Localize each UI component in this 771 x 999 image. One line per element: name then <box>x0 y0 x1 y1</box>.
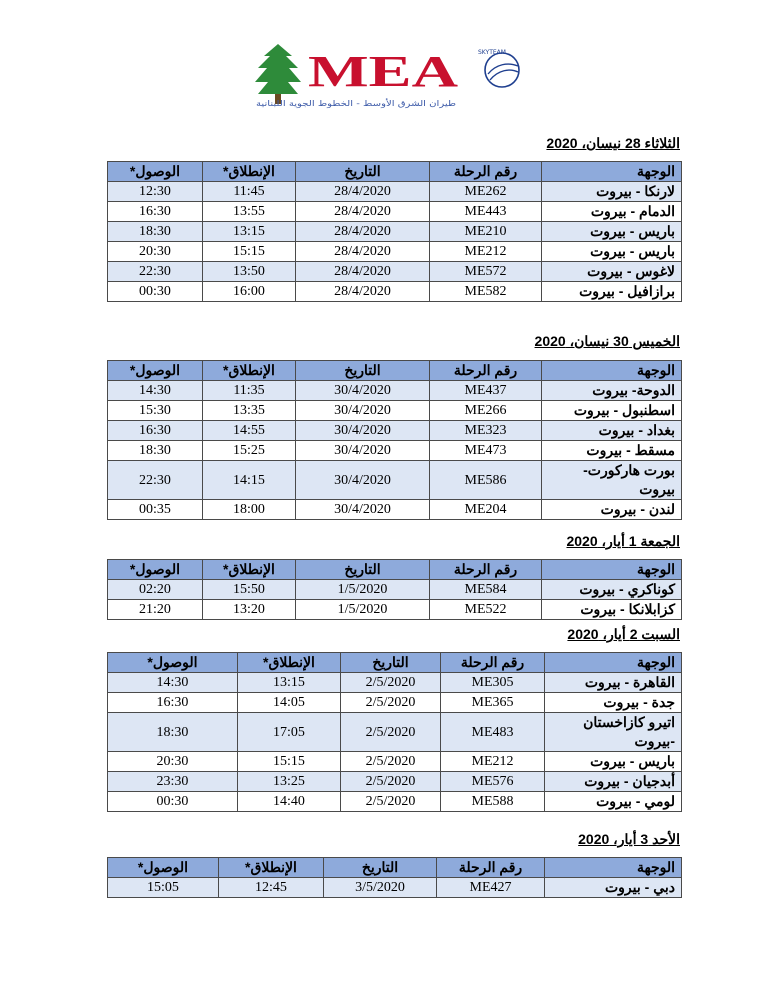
cell-date: 28/4/2020 <box>296 242 430 262</box>
table-row <box>108 600 682 620</box>
cell-flight: ME572 <box>430 262 542 282</box>
table-header-row <box>108 361 682 381</box>
cell-date: 30/4/2020 <box>296 421 430 441</box>
cell-date: 1/5/2020 <box>296 580 430 600</box>
cell-dest: باريس - بيروت <box>545 752 682 772</box>
day-title: الثلاثاء 28 نيسان، 2020 <box>546 135 680 151</box>
cell-dep: 15:50 <box>203 580 296 600</box>
cell-flight: ME266 <box>430 401 542 421</box>
header-arr: الوصول* <box>108 858 219 878</box>
cell-dest: جدة - بيروت <box>545 693 682 713</box>
cell-date: 2/5/2020 <box>341 673 441 693</box>
cell-dep: 13:50 <box>203 262 296 282</box>
cell-dep: 13:20 <box>203 600 296 620</box>
header-flight: رقم الرحلة <box>430 560 542 580</box>
cell-arr: 00:35 <box>108 500 203 520</box>
cell-flight: ME212 <box>441 752 545 772</box>
mea-logo <box>250 40 530 112</box>
cell-arr: 21:20 <box>108 600 203 620</box>
cell-flight: ME323 <box>430 421 542 441</box>
cell-dep: 17:05 <box>238 713 341 752</box>
table-header-row <box>108 560 682 580</box>
header-dest: الوجهة <box>542 162 682 182</box>
header-dest: الوجهة <box>542 361 682 381</box>
cell-dep: 13:15 <box>238 673 341 693</box>
table-row <box>108 262 682 282</box>
cell-date: 30/4/2020 <box>296 381 430 401</box>
cell-dep: 14:05 <box>238 693 341 713</box>
cell-dep: 15:15 <box>238 752 341 772</box>
cell-date: 2/5/2020 <box>341 713 441 752</box>
header-date: التاريخ <box>324 858 437 878</box>
cell-flight: ME473 <box>430 441 542 461</box>
cell-dest: كوناكري - بيروت <box>542 580 682 600</box>
skyteam-icon <box>478 49 519 87</box>
cell-date: 28/4/2020 <box>296 202 430 222</box>
cell-date: 28/4/2020 <box>296 182 430 202</box>
cell-dest: اتيرو كازاخستان -بيروت <box>545 713 682 752</box>
cell-flight: ME576 <box>441 772 545 792</box>
cell-dest: بورت هاركورت-بيروت <box>542 461 682 500</box>
table-row <box>108 792 682 812</box>
cell-dep: 18:00 <box>203 500 296 520</box>
cell-arr: 20:30 <box>108 752 238 772</box>
cell-flight: ME588 <box>441 792 545 812</box>
cell-dest: بغداد - بيروت <box>542 421 682 441</box>
cell-dest: لندن - بيروت <box>542 500 682 520</box>
header-dep: الإنطلاق* <box>219 858 324 878</box>
cell-flight: ME212 <box>430 242 542 262</box>
table-row <box>108 878 682 898</box>
header-arr: الوصول* <box>108 361 203 381</box>
cell-dest: أبدجيان - بيروت <box>545 772 682 792</box>
day-title: الأحد 3 أيار، 2020 <box>578 831 680 847</box>
cell-flight: ME483 <box>441 713 545 752</box>
header-date: التاريخ <box>296 560 430 580</box>
cell-date: 30/4/2020 <box>296 401 430 421</box>
header-dep: الإنطلاق* <box>238 653 341 673</box>
cell-dep: 13:15 <box>203 222 296 242</box>
schedule-table <box>107 652 682 812</box>
schedule-table <box>107 857 682 898</box>
cell-date: 2/5/2020 <box>341 772 441 792</box>
cell-dep: 11:45 <box>203 182 296 202</box>
mea-wordmark: MEA <box>308 47 459 96</box>
header-flight: رقم الرحلة <box>441 653 545 673</box>
table-row <box>108 580 682 600</box>
cell-dest: دبي - بيروت <box>545 878 682 898</box>
table-row <box>108 441 682 461</box>
table-row <box>108 222 682 242</box>
cell-dest: مسقط - بيروت <box>542 441 682 461</box>
cell-arr: 15:30 <box>108 401 203 421</box>
cell-flight: ME262 <box>430 182 542 202</box>
cedar-tree-icon <box>255 44 301 104</box>
cell-date: 2/5/2020 <box>341 693 441 713</box>
table-row <box>108 500 682 520</box>
schedule-table <box>107 161 682 302</box>
table-row <box>108 752 682 772</box>
cell-flight: ME427 <box>437 878 545 898</box>
cell-date: 28/4/2020 <box>296 262 430 282</box>
table-row <box>108 673 682 693</box>
cell-date: 2/5/2020 <box>341 792 441 812</box>
cell-dest: باريس - بيروت <box>542 222 682 242</box>
table-row <box>108 202 682 222</box>
cell-dest: برازافيل - بيروت <box>542 282 682 302</box>
cell-flight: ME584 <box>430 580 542 600</box>
cell-date: 2/5/2020 <box>341 752 441 772</box>
header-flight: رقم الرحلة <box>437 858 545 878</box>
cell-flight: ME443 <box>430 202 542 222</box>
mea-arabic-tagline: طيران الشرق الأوسط - الخطوط الجوية اللبنانية <box>256 99 415 108</box>
cell-flight: ME204 <box>430 500 542 520</box>
cell-date: 1/5/2020 <box>296 600 430 620</box>
cell-date: 30/4/2020 <box>296 441 430 461</box>
cell-flight: ME586 <box>430 461 542 500</box>
cell-arr: 22:30 <box>108 262 203 282</box>
cell-arr: 22:30 <box>108 461 203 500</box>
cell-flight: ME305 <box>441 673 545 693</box>
cell-dest: الدمام - بيروت <box>542 202 682 222</box>
table-header-row <box>108 858 682 878</box>
table-row <box>108 242 682 262</box>
cell-flight: ME582 <box>430 282 542 302</box>
cell-arr: 18:30 <box>108 441 203 461</box>
header-arr: الوصول* <box>108 653 238 673</box>
cell-date: 30/4/2020 <box>296 500 430 520</box>
cell-dep: 11:35 <box>203 381 296 401</box>
cell-flight: ME210 <box>430 222 542 242</box>
cell-dest: القاهرة - بيروت <box>545 673 682 693</box>
schedule-table <box>107 559 682 620</box>
header-date: التاريخ <box>341 653 441 673</box>
table-row <box>108 461 682 500</box>
table-row <box>108 401 682 421</box>
cell-dest: لاغوس - بيروت <box>542 262 682 282</box>
cell-arr: 02:20 <box>108 580 203 600</box>
cell-arr: 14:30 <box>108 381 203 401</box>
cell-dest: لارنكا - بيروت <box>542 182 682 202</box>
cell-arr: 15:05 <box>108 878 219 898</box>
cell-flight: ME437 <box>430 381 542 401</box>
cell-arr: 18:30 <box>108 222 203 242</box>
cell-dep: 13:35 <box>203 401 296 421</box>
table-header-row <box>108 162 682 182</box>
day-title: الخميس 30 نيسان، 2020 <box>534 333 680 349</box>
cell-arr: 00:30 <box>108 282 203 302</box>
cell-dep: 12:45 <box>219 878 324 898</box>
header-arr: الوصول* <box>108 560 203 580</box>
header-dest: الوجهة <box>545 858 682 878</box>
cell-dep: 13:25 <box>238 772 341 792</box>
cell-dest: لومي - بيروت <box>545 792 682 812</box>
day-title: السبت 2 أيار، 2020 <box>567 626 680 642</box>
cell-dep: 14:40 <box>238 792 341 812</box>
cell-dep: 15:15 <box>203 242 296 262</box>
cell-arr: 20:30 <box>108 242 203 262</box>
day-title: الجمعة 1 أيار، 2020 <box>566 533 680 549</box>
header-flight: رقم الرحلة <box>430 162 542 182</box>
cell-date: 28/4/2020 <box>296 222 430 242</box>
header-dest: الوجهة <box>542 560 682 580</box>
cell-flight: ME522 <box>430 600 542 620</box>
cell-arr: 00:30 <box>108 792 238 812</box>
cell-dep: 14:15 <box>203 461 296 500</box>
cell-date: 3/5/2020 <box>324 878 437 898</box>
cell-dest: كزابلانكا - بيروت <box>542 600 682 620</box>
cell-arr: 23:30 <box>108 772 238 792</box>
table-row <box>108 421 682 441</box>
header-dep: الإنطلاق* <box>203 361 296 381</box>
cell-arr: 16:30 <box>108 202 203 222</box>
table-row <box>108 182 682 202</box>
cell-arr: 12:30 <box>108 182 203 202</box>
header-arr: الوصول* <box>108 162 203 182</box>
cell-arr: 16:30 <box>108 421 203 441</box>
table-row <box>108 282 682 302</box>
schedule-table <box>107 360 682 520</box>
header-date: التاريخ <box>296 162 430 182</box>
table-row <box>108 713 682 752</box>
header-date: التاريخ <box>296 361 430 381</box>
cell-dest: الدوحة- بيروت <box>542 381 682 401</box>
cell-date: 30/4/2020 <box>296 461 430 500</box>
header-flight: رقم الرحلة <box>430 361 542 381</box>
cell-dep: 13:55 <box>203 202 296 222</box>
cell-arr: 18:30 <box>108 713 238 752</box>
table-row <box>108 381 682 401</box>
cell-dep: 15:25 <box>203 441 296 461</box>
cell-dest: باريس - بيروت <box>542 242 682 262</box>
header-dep: الإنطلاق* <box>203 560 296 580</box>
svg-text:SKYTEAM: SKYTEAM <box>478 49 506 56</box>
cell-arr: 16:30 <box>108 693 238 713</box>
header-dep: الإنطلاق* <box>203 162 296 182</box>
cell-dep: 14:55 <box>203 421 296 441</box>
cell-dest: اسطنبول - بيروت <box>542 401 682 421</box>
table-header-row <box>108 653 682 673</box>
cell-arr: 14:30 <box>108 673 238 693</box>
table-row <box>108 772 682 792</box>
cell-dep: 16:00 <box>203 282 296 302</box>
table-row <box>108 693 682 713</box>
cell-flight: ME365 <box>441 693 545 713</box>
header-dest: الوجهة <box>545 653 682 673</box>
cell-date: 28/4/2020 <box>296 282 430 302</box>
